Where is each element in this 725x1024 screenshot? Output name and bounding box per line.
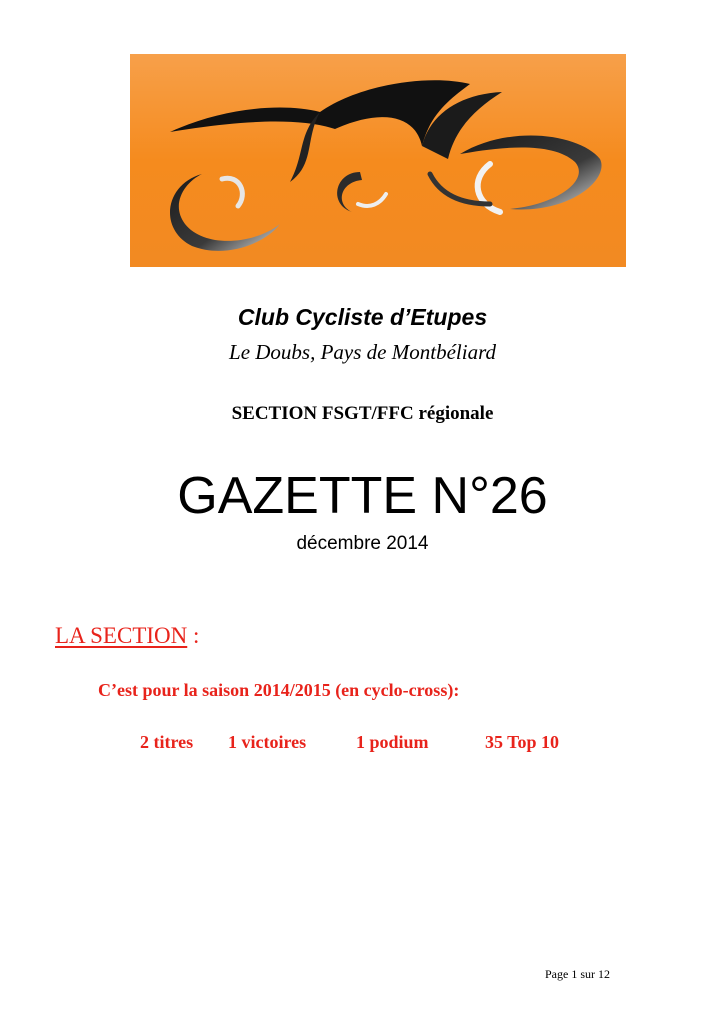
section-intro: C’est pour la saison 2014/2015 (en cyclo-cross): — [98, 680, 460, 700]
gazette-date: décembre 2014 — [296, 533, 429, 554]
club-name: Club Cycliste d’Etupes — [237, 304, 488, 330]
stat-victories: 1 victoires — [228, 732, 307, 752]
section-heading-text: LA SECTION — [55, 623, 188, 648]
cyclist-logo-icon — [130, 54, 626, 267]
stats-row — [0, 732, 725, 756]
section-heading-suffix: : — [187, 623, 200, 648]
page-number: Page 1 sur 12 — [545, 967, 610, 981]
club-logo — [130, 54, 626, 267]
gazette-title: GAZETTE N°26 — [177, 467, 548, 525]
section-heading — [55, 623, 199, 649]
section-subtitle: SECTION FSGT/FFC régionale — [231, 403, 494, 424]
club-place: Le Doubs, Pays de Montbéliard — [229, 340, 496, 364]
stat-podium: 1 podium — [356, 732, 429, 752]
stat-top10: 35 Top 10 — [485, 732, 560, 752]
stat-titles: 2 titres — [140, 732, 194, 752]
